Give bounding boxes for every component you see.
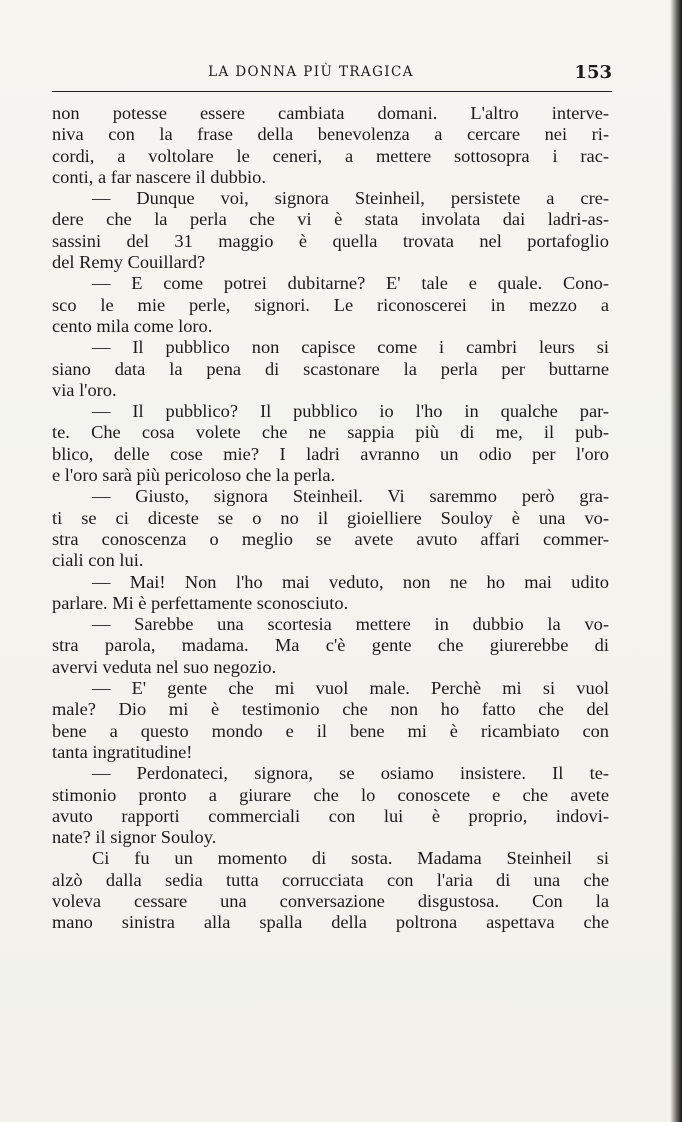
text-line: voleva cessare una conversazione disgustosa. Con la [52,890,609,911]
text-line: siano data la pena di scastonare la perla per buttarne [52,358,609,379]
text-line: parlare. Mi è perfettamente sconosciuto. [52,592,349,613]
text-line: niva con la frase della benevolenza a cercare nei ri- [52,124,609,145]
text-line: del Remy Couillard? [52,252,206,273]
text-line: Ci fu un momento di sosta. Madama Steinheil si [92,848,609,869]
text-line: — E come potrei dubitarne? E' tale e quale. Cono- [92,273,609,294]
page-number: 153 [574,62,612,83]
header-rule [52,91,612,92]
text-line: — Il pubblico? Il pubblico io l'ho in qualche par- [92,401,609,422]
text-line: — Dunque voi, signora Steinheil, persistete a cre- [92,188,609,209]
text-line: te. Che cosa volete che ne sappia più di me, il pub- [52,422,609,443]
page-header [52,62,612,90]
text-line: — E' gente che mi vuol male. Perchè mi si vuol [92,678,609,699]
text-line: sassini del 31 maggio è quella trovata nel portafoglio [52,230,609,251]
text-line: — Mai! Non l'ho mai veduto, non ne ho mai udito [92,571,609,592]
text-line: non potesse essere cambiata domani. L'altro interve- [52,103,609,123]
text-line: mano sinistra alla spalla della poltrona aspettava che [52,912,609,933]
text-line: bene a questo mondo e il bene mi è ricambiato con [52,720,609,741]
text-line: — Sarebbe una scortesia mettere in dubbio la vo- [92,614,609,635]
text-line: tanta ingratitudine! [52,741,193,762]
text-line: via l'oro. [52,379,117,400]
text-line: cento mila come loro. [52,315,213,336]
text-line: alzò dalla sedia tutta corrucciata con l'aria di una che [52,869,609,890]
text-line: conti, a far nascere il dubbio. [52,166,266,187]
text-line: — Perdonateci, signora, se osiamo insistere. Il te- [92,763,609,784]
text-line: cordi, a voltolare le ceneri, a mettere sottosopra i rac- [52,145,609,166]
page-edge-shadow [670,0,682,1122]
text-line: sco le mie perle, signori. Le riconoscerei in mezzo a [52,294,609,315]
text-line: — Il pubblico non capisce come i cambri leurs si [92,337,609,358]
text-line: ciali con lui. [52,550,144,571]
text-line: stimonio pronto a giurare che lo conoscete e che avete [52,784,609,805]
text-line: nate? il signor Souloy. [52,827,217,848]
text-line: male? Dio mi è testimonio che non ho fatto che del [52,699,609,720]
text-line: avuto rapporti commerciali con lui è proprio, indovi- [52,805,609,826]
text-line: avervi veduta nel suo negozio. [52,656,277,677]
text-line: — Giusto, signora Steinheil. Vi saremmo però gra- [92,486,609,507]
text-line: dere che la perla che vi è stata involata dai ladri-as- [52,209,609,230]
running-title: LA DONNA PIÙ TRAGICA [208,64,414,80]
text-line: stra conoscenza o meglio se avete avuto affari commer- [52,528,609,549]
text-line: ti se ci diceste se o no il gioielliere Souloy è una vo- [52,507,609,528]
text-line: blico, delle cose mie? I ladri avranno un odio per l'oro [52,443,609,464]
text-line: e l'oro sarà più pericoloso che la perla. [52,465,336,486]
text-line: stra parola, madama. Ma c'è gente che giurerebbe di [52,635,609,656]
body-text [52,103,609,934]
